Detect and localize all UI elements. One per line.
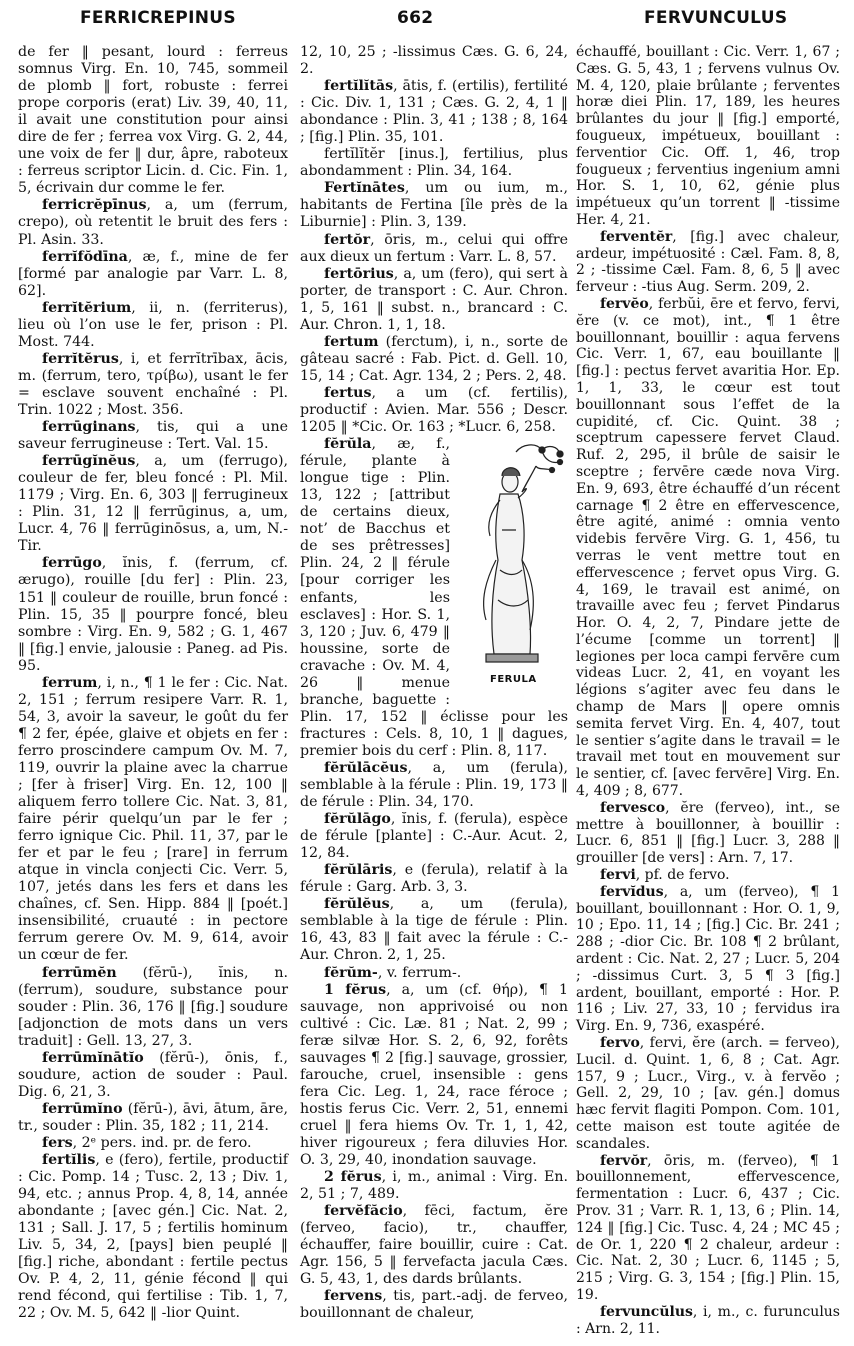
headword: ferrĭfŏdīna [42,248,128,265]
column-right [576,44,840,1337]
headword: fervi [600,867,636,884]
headword: fervĭdus [600,883,664,900]
dictionary-entry: fervens, tis, part.-adj. de ferveo, bouillonnant de chaleur, [300,1288,568,1322]
dictionary-entry: 12, 10, 25 ; -lissimus Cæs. G. 6, 24, 2. [300,44,568,78]
dictionary-entry: fers, 2ᵉ pers. ind. pr. de fero. [42,1135,252,1151]
dictionary-entry: fertĭlĭtās, ātis, f. (ertilis), fertilité : Cic. Div. 1, 131 ; Cæs. G. 2, 4, 1 ‖ abondance : Plin. 3, 41 ; 138 ; 8, 164 ; [fig.] Plin. 35, 101. [300,78,568,146]
page-number: 662 [397,8,434,28]
dictionary-entry: ferricrĕpīnus, a, um (ferrum, crepo), où retentit le bruit des fers : Pl. Asin. 33. [18,197,288,248]
dictionary-entry: 2 fĕrus, i, m., animal : Virg. En. 2, 51 ; 7, 489. [300,1169,568,1203]
headword: fĕrŭla [324,436,372,453]
headword: fertum [324,333,379,350]
column-middle [300,44,568,1323]
dictionary-entry: ferrūmĕn (fĕrū-), ĭnis, n. (ferrum), soudure, substance pour souder : Plin. 36, 176 ‖ [fig.] soudure [adjonction de mots dans un vers traduit] : Gell. 13, 27, 3. [18,964,288,1049]
figure-caption: FERULA [490,674,537,686]
dictionary-entry: de fer ‖ pesant, lourd : ferreus somnus Virg. En. 10, 745, sommeil de plomb ‖ fort, robuste : ferrei prope corporis (erat) Liv. 39, 40, 11, il avait une constitution pour ainsi dire de fer ; ferrea vox Virg. G. 2, 44, une voix de fer ‖ dur, âpre, raboteux : ferreus scriptor Licin. d. Cic. Fin. 1, 5, écrivain dur comme le fer. [18,44,288,197]
headword: ferrūmĭnātĭo [42,1049,144,1066]
dictionary-entry: fertōrius, a, um (fero), qui sert à porter, de transport : C. Aur. Chron. 1, 5, 161 ‖ subst. n., brancard : C. Aur. Chron. 1, 1, 18. [300,265,568,333]
headword: ferrum [42,674,98,691]
dictionary-entry: fĕrŭm-, v. ferrum-. [324,964,462,981]
headword: ferrĭtĕrium [42,299,132,316]
ferula-illustration [456,440,568,688]
headword: ferrĭtĕrus [42,350,119,367]
dictionary-entry: Fertĭnātes, um ou ium, m., habitants de Fertina [île près de la Liburnie] : Plin. 3, 139. [300,180,568,231]
dictionary-entry: ferrūmĭno (fĕrū-), āvi, ātum, āre, tr., souder : Plin. 35, 182 ; 11, 214. [18,1100,288,1134]
headword: 2 fĕrus [324,1169,382,1186]
dictionary-entry: fertĭlĭtĕr [inus.], fertilius, plus abondamment : Plin. 34, 164. [300,146,568,180]
headword: ferricrĕpīnus [42,197,147,214]
dictionary-entry: fervuncŭlus, i, m., c. furunculus : Arn. 2, 11. [576,1303,840,1337]
running-head-left: FERRICREPINUS [80,8,236,28]
dictionary-entry: fervŏr, ōris, m. (ferveo), ¶ 1 bouillonnement, effervescence, fermentation : Lucr. 6, 437 ; Cic. Prov. 31 ; Varr. R. 1, 13, 6 ; Plin. 14, 124 ‖ [fig.] Cic. Tusc. 4, 24 ; MC 45 ; de Or. 1, 220 ¶ 2 chaleur, ardeur : Cic. Nat. 2, 30 ; Lucr. 6, 1145 ; 5, 215 ; Virg. G. 3, 154 ; [fig.] Plin. 15, 19. [576,1152,840,1303]
headword: ferrūgo [42,555,102,572]
running-head-right: FERVUNCULUS [644,8,788,28]
dictionary-entry: ferrĭfŏdīna, æ, f., mine de fer [formé par analogie par Varr. L. 8, 62]. [18,248,288,299]
headword: ferventĕr [600,228,673,245]
headword: Fertĭnātes [324,180,405,197]
dictionary-entry: échauffé, bouillant : Cic. Verr. 1, 67 ; Cæs. G. 5, 43, 1 ; fervens vulnus Ov. M. 4, 120, plaie brûlante ; ferventes horæ diei Plin. 17, 189, les heures brûlantes du jour ‖ [fig.] emporté, fougueux, impétueux, bouillant : ferventior Cic. Off. 1, 46, trop fougueux ; ferventius ingenium amni Hor. S. 1, 10, 62, génie plus impétueux qu’un torrent ‖ -tissime Her. 4, 21. [576,44,840,228]
headword: fervuncŭlus [600,1303,693,1320]
headword: fertĭlĭtās [324,78,394,95]
dictionary-entry: fertum (ferctum), i, n., sorte de gâteau sacré : Fab. Pict. d. Gell. 10, 15, 14 ; Cat. Agr. 134, 2 ; Pers. 2, 48. [300,333,568,384]
headword: fĕrŭm- [324,964,378,981]
headword: fervĕo [600,295,649,312]
headword: 1 fĕrus [324,981,387,998]
headword: ferrūgĭnĕus [42,453,136,470]
dictionary-entry: ferventĕr, [fig.] avec chaleur, ardeur, impétuosité : Cæl. Fam. 8, 8, 2 ; -tissime Cæl. Fam. 8, 6, 5 ‖ avec ferveur : -tius Aug. Serm. 209, 2. [576,228,840,296]
headword: fĕrŭlĕus [324,896,390,913]
dictionary-entry: ferrūgo, ĭnis, f. (ferrum, cf. ærugo), rouille [du fer] : Plin. 23, 151 ‖ couleur de rouille, brun foncé : Plin. 15, 35 ‖ pourpre foncé, bleu sombre : Virg. En. 9, 582 ; G. 1, 467 ‖ [fig.] envie, jalousie : Paneg. ad Pis. 95. [18,555,288,674]
dictionary-entry: fertus, a um (cf. fertilis), productif : Avien. Mar. 556 ; Descr. 1205 ‖ *Cic. Or. 163 ; *Lucr. 6, 258. [300,384,568,436]
dictionary-entry: fervo, fervi, ĕre (arch. = ferveo), Lucil. d. Quint. 1, 6, 8 ; Cat. Agr. 157, 9 ; Lucr., Virg., v. à fervĕo ; Gell. 2, 29, 10 ; [av. gén.] domus hæc fervit flagiti Pompon. Com. 101, cette maison est toute agitée de scandales. [576,1035,840,1152]
bacchante-figure-image [456,440,568,676]
dictionary-entry: ferrĭtĕrus, i, et ferrĭtrībax, ācis, m. (ferrum, tero, τρίβω), usant le fer = esclave souvent enchaîné : Pl. Trin. 1022 ; Most. 356. [18,350,288,418]
headword: fervesco [600,799,666,816]
headword: fertōrius [324,265,394,282]
headword: fervens [324,1288,383,1305]
dictionary-entry: fĕrŭlāgo, ĭnis, f. (ferula), espèce de férule [plante] : C.-Aur. Acut. 2, 12, 84. [300,811,568,862]
headword: fervĕfăcio [324,1203,403,1220]
headword: fertŏr [324,231,371,248]
headword: ferrūginans [42,419,136,436]
headword: ferrūmĭno [42,1100,123,1117]
dictionary-entry: ferrĭtĕrium, ii, n. (ferriterus), lieu où l’on use le fer, prison : Pl. Most. 744. [18,299,288,350]
dictionary-entry: fĕrŭlāris, e (ferula), relatif à la férule : Garg. Arb. 3, 3. [300,862,568,896]
dictionary-entry: fĕrŭlācĕus, a, um (ferula), semblable à la férule : Plin. 19, 173 ‖ de férule : Plin. 34, 170. [300,759,568,811]
dictionary-entry: fertŏr, ōris, m., celui qui offre aux dieux un fertum : Varr. L. 8, 57. [300,231,568,265]
headword: fĕrŭlācĕus [324,759,408,776]
headword: fĕrŭlāgo [324,811,391,828]
dictionary-entry: ferrūgĭnĕus, a, um (ferrugo), couleur de fer, bleu foncé : Pl. Mil. 1179 ; Virg. En. 6, 303 ‖ ferrugineux : Plin. 31, 12 ‖ ferrūginus, a, um, Lucr. 4, 76 ‖ ferrūginōsus, a, um, N.-Tir. [18,453,288,555]
dictionary-entry: fervi, pf. de fervo. [600,867,730,884]
headword: fĕrŭlāris [324,862,393,879]
dictionary-entry: ferrūmĭnātĭo (fĕrū-), ōnis, f., soudure, action de souder : Paul. Dig. 6, 21, 3. [18,1049,288,1100]
dictionary-entry: fervĭdus, a, um (ferveo), ¶ 1 bouillant, bouillonnant : Hor. O. 1, 9, 10 ; Epo. 11, 14 ; [fig.] Cic. Br. 241 ; 288 ; -dior Cic. Br. 108 ¶ 2 brûlant, ardent : Cic. Nat. 2, 27 ; Lucr. 5, 204 ; -dissimus Curt. 3, 5 ¶ 3 [fig.] ardent, bouillant, emporté : Hor. P. 116 ; Liv. 27, 33, 10 ; fervidus ira Virg. En. 9, 736, exaspéré. [576,883,840,1035]
headword: fervo [600,1035,640,1052]
dictionary-entry: fervĕo, ferbŭi, ēre et fervo, fervi, ĕre (v. ce mot), int., ¶ 1 être bouillonnant, bouillir : aqua fervens Cic. Verr. 1, 67, eau bouillante ‖ [fig.] : pectus fervet avaritia Hor. Ep. 1, 1, 33, le cœur est tout bouillonnant sous l’effet de la cupidité, cf. Cic. Quint. 38 ; sceptrum capessere fervet Claud. Ruf. 2, 295, il brûle de saisir le sceptre ; fervēre cæde nova Virg. En. 9, 693, être échauffé d’un récent carnage ¶ 2 être en effervescence, être agité, animé : omnia vento videbis fervēre Virg. G. 1, 456, tu verras le vent mettre tout en effervescence ; fervet opus Virg. G. 4, 169, le travail est animé, on travaille avec feu ; fervet Pindarus Hor. O. 4, 2, 7, Pindare jette de l’écume [comme un torrent] ‖ legiones per loca campi fervēre cum videas Lucr. 2, 41, en voyant les légions s’agiter avec feu dans le champ de Mars ‖ opere omnis semita fervet Virg. En. 4, 407, tout le sentier s’agite dans le travail = le travail met tout en mouvement sur le sentier, cf. [avec fervēre] Virg. En. 4, 409 ; 8, 677. [576,295,840,800]
dictionary-entry: fervĕfăcio, fēci, factum, ĕre (ferveo, facio), tr., chauffer, échauffer, faire bouillir, cuire : Cat. Agr. 156, 5 ‖ fervefacta jacula Cæs. G. 5, 43, 1, des dards brûlants. [300,1203,568,1288]
dictionary-entry: ferrum, i, n., ¶ 1 le fer : Cic. Nat. 2, 151 ; ferrum resipere Varr. R. 1, 54, 3, avoir la saveur, le goût du fer ¶ 2 fer, épée, glaive et objets en fer : ferro proscindere campum Ov. M. 7, 119, ouvrir la plaine avec la charrue ; [fer à friser] Virg. En. 12, 100 ‖ aliquem ferro tollere Cic. Nat. 3, 81, faire périr quelqu’un par le fer ; ferro ignique Cic. Phil. 11, 37, par le fer et par le feu ; [rare] in ferrum atque in vincla conjecti Cic. Verr. 5, 107, jetés dans les fers et dans les chaînes, cf. Sen. Hipp. 884 ‖ [poét.] insensibilité, cruauté : in pectore ferrum gerere Ov. M. 9, 614, avoir un cœur de fer. [18,674,288,964]
headword: ferrūmĕn [42,964,117,981]
dictionary-entry: fervesco, ĕre (ferveo), int., se mettre à bouillonner, à bouillir : Lucr. 6, 851 ‖ [fig.] Lucr. 3, 288 ‖ grouiller [de vers] : Arn. 7, 17. [576,799,840,867]
headword: fertus [324,384,372,401]
headword: fers [42,1135,73,1151]
dictionary-entry: ferrūginans, tis, qui a une saveur ferrugineuse : Tert. Val. 15. [18,419,288,453]
dictionary-entry: 1 fĕrus, a, um (cf. θήρ), ¶ 1 sauvage, non apprivoisé ou non cultivé : Cic. Læ. 81 ; Nat. 2, 99 ; feræ silvæ Hor. S. 2, 6, 92, forêts sauvages ¶ 2 [fig.] sauvage, grossier, farouche, cruel, insensible : gens fera Cic. Leg. 1, 24, race féroce ; hostis ferus Cic. Verr. 2, 51, ennemi cruel ‖ fera hiems Ov. Tr. 1, 1, 42, hiver rigoureux ; fera diluvies Hor. O. 3, 29, 40, inondation sauvage. [300,981,569,1169]
headword: fertĭlis [42,1152,96,1169]
headword: fervŏr [600,1152,648,1169]
dictionary-entry: fĕrŭlĕus, a, um (ferula), semblable à la tige de férule : Plin. 16, 43, 83 ‖ fait avec la férule : C.-Aur. Chron. 2, 1, 25. [300,896,568,964]
column-left [18,44,288,1323]
dictionary-entry: fertĭlis, e (fero), fertile, productif : Cic. Pomp. 14 ; Tusc. 2, 13 ; Div. 1, 94, etc. ; annus Prop. 4, 8, 14, année abondante ; [avec gén.] Cic. Nat. 2, 131 ; Sall. J. 17, 5 ; fertilis hominum Liv. 5, 34, 2, [pays] bien peuplé ‖ [fig.] riche, abondant : fertile pectus Ov. P. 4, 2, 11, génie fécond ‖ qui rend fécond, qui fertilise : Tib. 1, 7, 22 ; Ov. M. 5, 642 ‖ -lior Quint. [18,1152,288,1322]
dictionary-entry: fĕrŭla, æ, f., férule, plante à longue tige : Plin. 13, 122 ; [attribut de certains dieux, not’ de Bacchus et de ses prêtresses] Plin. 24, 2 ‖ férule [pour corriger les enfants, les esclaves] : Hor. S. 1, 3, 120 ; Juv. 6, 479 ‖ houssine, sorte de cravache : Ov. M. 4, 26 ‖ menue branche, baguette : Plin. 17, 152 ‖ éclisse pour les fractures : Cels. 8, 10, 1 ‖ dagues, premier bois du cerf : Plin. 8, 117. [300,436,568,759]
